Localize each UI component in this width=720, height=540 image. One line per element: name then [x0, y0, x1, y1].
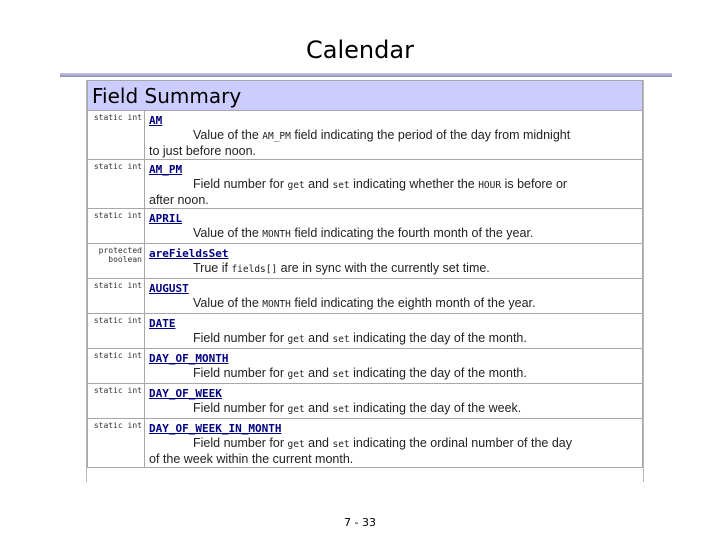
- code-token: set: [332, 334, 350, 345]
- field-description: [149, 366, 638, 382]
- field-name-link[interactable]: AUGUST: [149, 282, 189, 295]
- field-description-cell: [145, 111, 643, 160]
- description-text: field indicating the eighth month of the year.: [290, 296, 536, 310]
- field-modifier: static int: [88, 419, 145, 468]
- field-summary-header-row: [88, 81, 643, 111]
- field-description: [149, 226, 638, 242]
- field-description: [149, 261, 638, 277]
- description-text: field indicating the period of the day from midnight: [290, 128, 571, 142]
- field-modifier: static int: [88, 349, 145, 384]
- field-row: [88, 314, 643, 349]
- field-description: [149, 401, 638, 417]
- description-text: and: [304, 331, 333, 345]
- field-summary-heading: Field Summary: [88, 81, 643, 111]
- description-text: Field number for: [193, 366, 288, 380]
- field-modifier: static int: [88, 279, 145, 314]
- code-token: set: [332, 404, 350, 415]
- description-text: indicating the day of the month.: [349, 331, 527, 345]
- code-token: get: [287, 180, 305, 191]
- code-token: get: [287, 404, 305, 415]
- field-name-link[interactable]: AM_PM: [149, 163, 183, 176]
- field-description-cell: [145, 384, 643, 419]
- field-name-link[interactable]: DAY_OF_WEEK: [149, 387, 222, 400]
- description-text: Value of the: [193, 296, 263, 310]
- description-text: Field number for: [193, 331, 288, 345]
- field-row: [88, 244, 643, 279]
- title-divider: [60, 73, 672, 77]
- description-text: is before or: [501, 177, 568, 191]
- field-name-link[interactable]: APRIL: [149, 212, 183, 225]
- description-text: Value of the: [193, 128, 263, 142]
- field-description-continuation: of the week within the current month.: [149, 452, 354, 466]
- field-description-cell: [145, 279, 643, 314]
- field-row: [88, 384, 643, 419]
- code-token: set: [332, 369, 350, 380]
- description-text: indicating the day of the week.: [349, 401, 522, 415]
- description-text: indicating the day of the month.: [349, 366, 527, 380]
- description-text: Value of the: [193, 226, 263, 240]
- field-name-link[interactable]: AM: [149, 114, 163, 127]
- field-description-cell: [145, 244, 643, 279]
- slide-title: Calendar: [306, 36, 414, 64]
- field-summary-table: [87, 80, 643, 468]
- page-number: 7 - 33: [344, 516, 376, 529]
- description-text: Field number for: [193, 177, 288, 191]
- description-text: True if: [193, 261, 232, 275]
- field-description-cell: [145, 314, 643, 349]
- field-description: [149, 331, 638, 347]
- code-token: get: [287, 439, 305, 450]
- field-row: [88, 419, 643, 468]
- code-token: set: [332, 439, 350, 450]
- field-description-cell: [145, 349, 643, 384]
- field-summary-panel: [86, 80, 644, 482]
- code-token: MONTH: [262, 229, 291, 240]
- field-description-continuation: to just before noon.: [149, 144, 257, 158]
- field-modifier: static int: [88, 111, 145, 160]
- code-token: AM_PM: [262, 131, 291, 142]
- description-text: and: [304, 436, 333, 450]
- field-modifier: static int: [88, 160, 145, 209]
- field-description-cell: [145, 209, 643, 244]
- description-text: Field number for: [193, 401, 288, 415]
- field-name-link[interactable]: DAY_OF_MONTH: [149, 352, 229, 365]
- code-token: get: [287, 334, 305, 345]
- field-description: [149, 177, 638, 193]
- code-token: MONTH: [262, 299, 291, 310]
- field-description: [149, 436, 638, 452]
- field-rows: [88, 111, 643, 468]
- description-text: are in sync with the currently set time.: [277, 261, 490, 275]
- field-description-cell: [145, 419, 643, 468]
- field-name-link[interactable]: DATE: [149, 317, 176, 330]
- description-text: and: [304, 177, 333, 191]
- description-text: field indicating the fourth month of the year.: [290, 226, 534, 240]
- field-description-cell: [145, 160, 643, 209]
- field-name-link[interactable]: areFieldsSet: [149, 247, 229, 260]
- field-modifier: static int: [88, 384, 145, 419]
- code-token: HOUR: [478, 180, 502, 191]
- field-row: [88, 209, 643, 244]
- field-modifier: static int: [88, 314, 145, 349]
- field-name-link[interactable]: DAY_OF_WEEK_IN_MONTH: [149, 422, 282, 435]
- field-description-continuation: after noon.: [149, 193, 209, 207]
- field-row: [88, 160, 643, 209]
- code-token: get: [287, 369, 305, 380]
- field-description: [149, 296, 638, 312]
- description-text: indicating the ordinal number of the day: [349, 436, 573, 450]
- field-modifier: protected boolean: [88, 244, 145, 279]
- code-token: set: [332, 180, 350, 191]
- field-row: [88, 111, 643, 160]
- field-row: [88, 349, 643, 384]
- code-token: fields[]: [231, 264, 278, 275]
- field-modifier: static int: [88, 209, 145, 244]
- description-text: and: [304, 401, 333, 415]
- field-description: [149, 128, 638, 144]
- description-text: and: [304, 366, 333, 380]
- description-text: Field number for: [193, 436, 288, 450]
- description-text: indicating whether the: [349, 177, 479, 191]
- field-row: [88, 279, 643, 314]
